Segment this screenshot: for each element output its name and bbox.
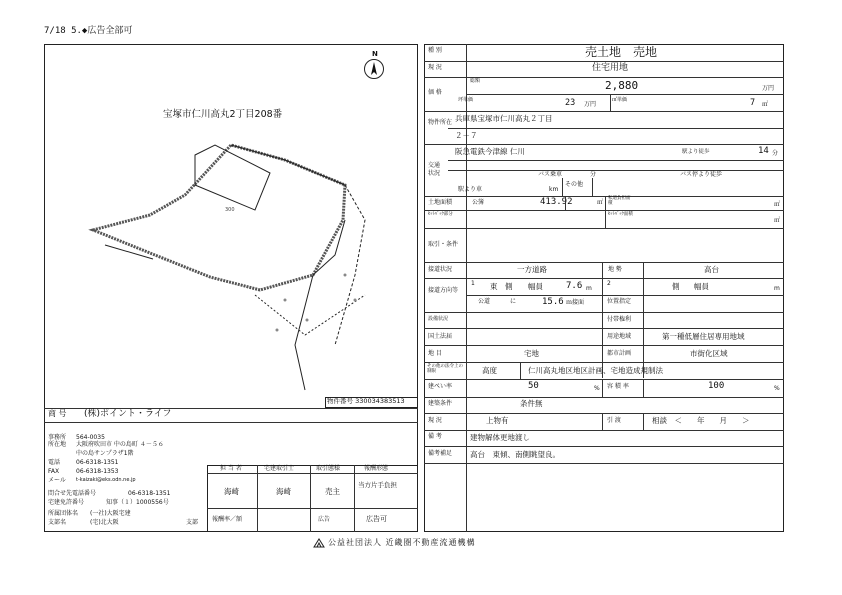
handover-value: 相談 ＜ 年 月 ＞: [652, 416, 750, 425]
road-m1: m: [586, 285, 592, 292]
fee-rate-label: 報酬率／額: [212, 516, 243, 523]
kind-label: 種 別: [428, 47, 442, 54]
road-m2: m: [774, 285, 780, 292]
walk-min: 14: [758, 146, 769, 156]
trade-name: (株)ポイント・ライフ: [84, 409, 172, 419]
traffic-line: 阪急電鉄今津線 仁川: [455, 147, 525, 156]
remarks-label: 備 考: [428, 433, 442, 440]
handover-label: 引 渡: [607, 417, 621, 424]
price-label: 価 格: [428, 89, 442, 96]
fax: 06-6318-1353: [76, 468, 119, 475]
road-label: 接道状況: [428, 266, 453, 273]
terrain-value: 高台: [704, 265, 719, 274]
ad-label: 広告: [318, 516, 331, 523]
build-cond-value: 条件無: [520, 399, 543, 408]
far-label: 容 積 率: [607, 383, 629, 390]
road-dir1: 東: [490, 282, 498, 291]
private-road-label: 私道負担面積: [608, 196, 631, 206]
road-no1: 1: [471, 280, 475, 287]
cityplan-label: 都市計画: [607, 350, 632, 357]
land-area: 413.92: [540, 197, 573, 207]
fax-label: FAX: [48, 468, 60, 475]
road-frontage: 15.6: [542, 297, 564, 307]
current-value: 上物有: [486, 416, 509, 425]
road-dir-label: 接道方向等: [428, 287, 459, 294]
build-cond-label: 建築条件: [428, 400, 453, 407]
map-address-label: 宝塚市仁川高丸2丁目208番: [163, 109, 283, 120]
trade-label: 商 号: [48, 409, 67, 418]
branch-label: 支部名: [48, 519, 67, 526]
landcat-label: 地 目: [428, 350, 442, 357]
sqm-price: 7: [750, 98, 756, 108]
road-width-label2: 幅員: [694, 282, 709, 291]
other-restrict-value: 仁川高丸地区地区計画、宅地造成規制法: [528, 366, 663, 375]
staff-h3: 取引態様: [316, 465, 341, 472]
footer-org: 公益社団法人 近畿圏不動産流通機構: [328, 538, 476, 547]
terrain-label: 地 勢: [608, 266, 622, 273]
setback-unit: ㎡: [774, 217, 781, 224]
land-area-basis: 公簿: [472, 199, 485, 206]
road-contact-label: ｍ接面: [566, 299, 585, 306]
bcr-value: 50: [528, 381, 539, 391]
road-side1: 側: [505, 282, 513, 291]
road-width1: 7.6: [566, 281, 583, 291]
staff-v4: 当方片手負担: [358, 481, 397, 489]
station-car-label: 駅より車: [458, 186, 483, 193]
zoning-label: 用途地域: [607, 333, 632, 340]
remarks-value: 建物解体更地渡し: [470, 433, 530, 442]
tsubo-unit: 万円: [584, 101, 597, 108]
staff-v1: 海崎: [224, 487, 239, 496]
utilities-label: 設備状況: [428, 316, 449, 322]
license: 知事（１）1000556号: [106, 499, 169, 506]
remarks2-label: 備考補足: [428, 450, 453, 457]
reg-no: 物件番号 330034383513: [327, 397, 405, 405]
conditions-label: 取引・条件: [428, 241, 459, 248]
kind-value: 売土地 売地: [585, 45, 658, 59]
branch: (宅)北大阪: [90, 519, 119, 526]
price-total: 2,880: [605, 79, 639, 92]
height-label: 高度: [482, 366, 497, 375]
license-label: 宅建免許番号: [48, 499, 85, 506]
location-label: 物件所在: [428, 119, 453, 126]
staff-h1: 担 当 者: [220, 465, 242, 472]
price-total-label: 総額: [470, 78, 481, 84]
position-label: 位置指定: [607, 298, 632, 305]
current-label: 現 況: [428, 417, 442, 424]
assoc: (一社)大阪宅建: [90, 510, 131, 517]
tel: 06-6318-1351: [76, 459, 119, 466]
road-kind: 公道: [478, 298, 491, 305]
other-restrict-label: その他の法令上の制限: [427, 364, 463, 375]
walk-label: 駅より徒歩: [682, 149, 710, 155]
staff-v2: 海崎: [276, 487, 291, 496]
far-unit: %: [774, 385, 780, 392]
remarks2-value: 高台 東傾、南側眺望良。: [470, 450, 560, 459]
bus-label: バス乗車: [538, 171, 563, 178]
landcat-value: 宅地: [524, 349, 539, 358]
far-value: 100: [708, 381, 725, 391]
urban-label: 付帯権利: [607, 316, 632, 323]
staff-h4: 報酬形態: [364, 465, 389, 472]
org-logo-icon: [313, 538, 325, 548]
road-contact: に: [510, 298, 517, 305]
land-area-unit: ㎡: [597, 199, 604, 206]
bcr-unit: %: [594, 385, 600, 392]
header-note: 7/18 5.◆広告全部可: [44, 26, 133, 36]
ad-value: 広告可: [366, 515, 387, 523]
road-width-label1: 幅員: [528, 282, 543, 291]
contact-tel: 06-6318-1351: [128, 490, 171, 497]
bus-unit: 分: [590, 171, 597, 178]
contact-label: 問合せ先電話番号: [48, 490, 97, 497]
office-post: 564-0035: [76, 434, 105, 441]
site-map: [45, 45, 417, 397]
setback-label: ｾｯﾄﾊﾞｯｸ部分: [428, 212, 453, 217]
cityplan-value: 市街化区域: [690, 349, 728, 358]
road-value: 一方道路: [517, 265, 547, 274]
mail-label: メール: [48, 477, 66, 484]
zoning-dist-label: 国土法届: [428, 333, 453, 340]
staff-h2: 宅建取引士: [264, 465, 295, 472]
road-side2: 側: [672, 282, 680, 291]
land-area-label: 土地面積: [428, 199, 453, 206]
status-value: 住宅用地: [592, 63, 629, 73]
office-label: 事務所: [48, 434, 67, 441]
bcr-label: 建ぺい率: [428, 383, 453, 390]
north-label: N: [372, 50, 378, 58]
sqm-unit: ㎡: [762, 101, 769, 108]
assoc-label: 所属団体名: [48, 510, 79, 517]
setback-area-label: ｾｯﾄﾊﾞｯｸ面積: [608, 212, 633, 217]
walk-unit: 分: [772, 150, 779, 157]
status-label: 現 況: [428, 64, 442, 71]
private-road-unit: ㎡: [774, 201, 781, 208]
sqm-label: ㎡単価: [612, 97, 628, 103]
mail: t-kaizaki@eks.odn.ne.jp: [76, 477, 136, 483]
price-unit: 万円: [762, 85, 775, 92]
tel-label: 電話: [48, 459, 61, 466]
compass-icon: [364, 59, 384, 79]
parcel-number: 300: [225, 207, 235, 213]
address1: 大阪府吹田市 中の島町 ４－５６: [76, 441, 164, 448]
traffic-label: 交通状況: [428, 162, 441, 177]
tsubo-price: 23: [565, 98, 576, 108]
address2: 中の島サンプラザ1階: [76, 450, 134, 457]
map-area: [45, 45, 417, 397]
km-unit: km: [549, 186, 559, 193]
road-no2: 2: [607, 280, 611, 287]
location-line2: ２－７: [455, 131, 478, 140]
other-label: その他: [565, 181, 584, 188]
location-line1: 兵庫県宝塚市仁川高丸２丁目: [455, 114, 553, 123]
address-label: 所在地: [48, 441, 67, 448]
zoning-value: 第一種低層住居専用地域: [662, 332, 745, 341]
staff-v3: 売主: [325, 487, 340, 496]
tsubo-label: 坪単価: [458, 97, 474, 103]
bus-stop-label: バス停より徒歩: [680, 171, 723, 178]
branch-suffix: 支部: [186, 519, 199, 526]
